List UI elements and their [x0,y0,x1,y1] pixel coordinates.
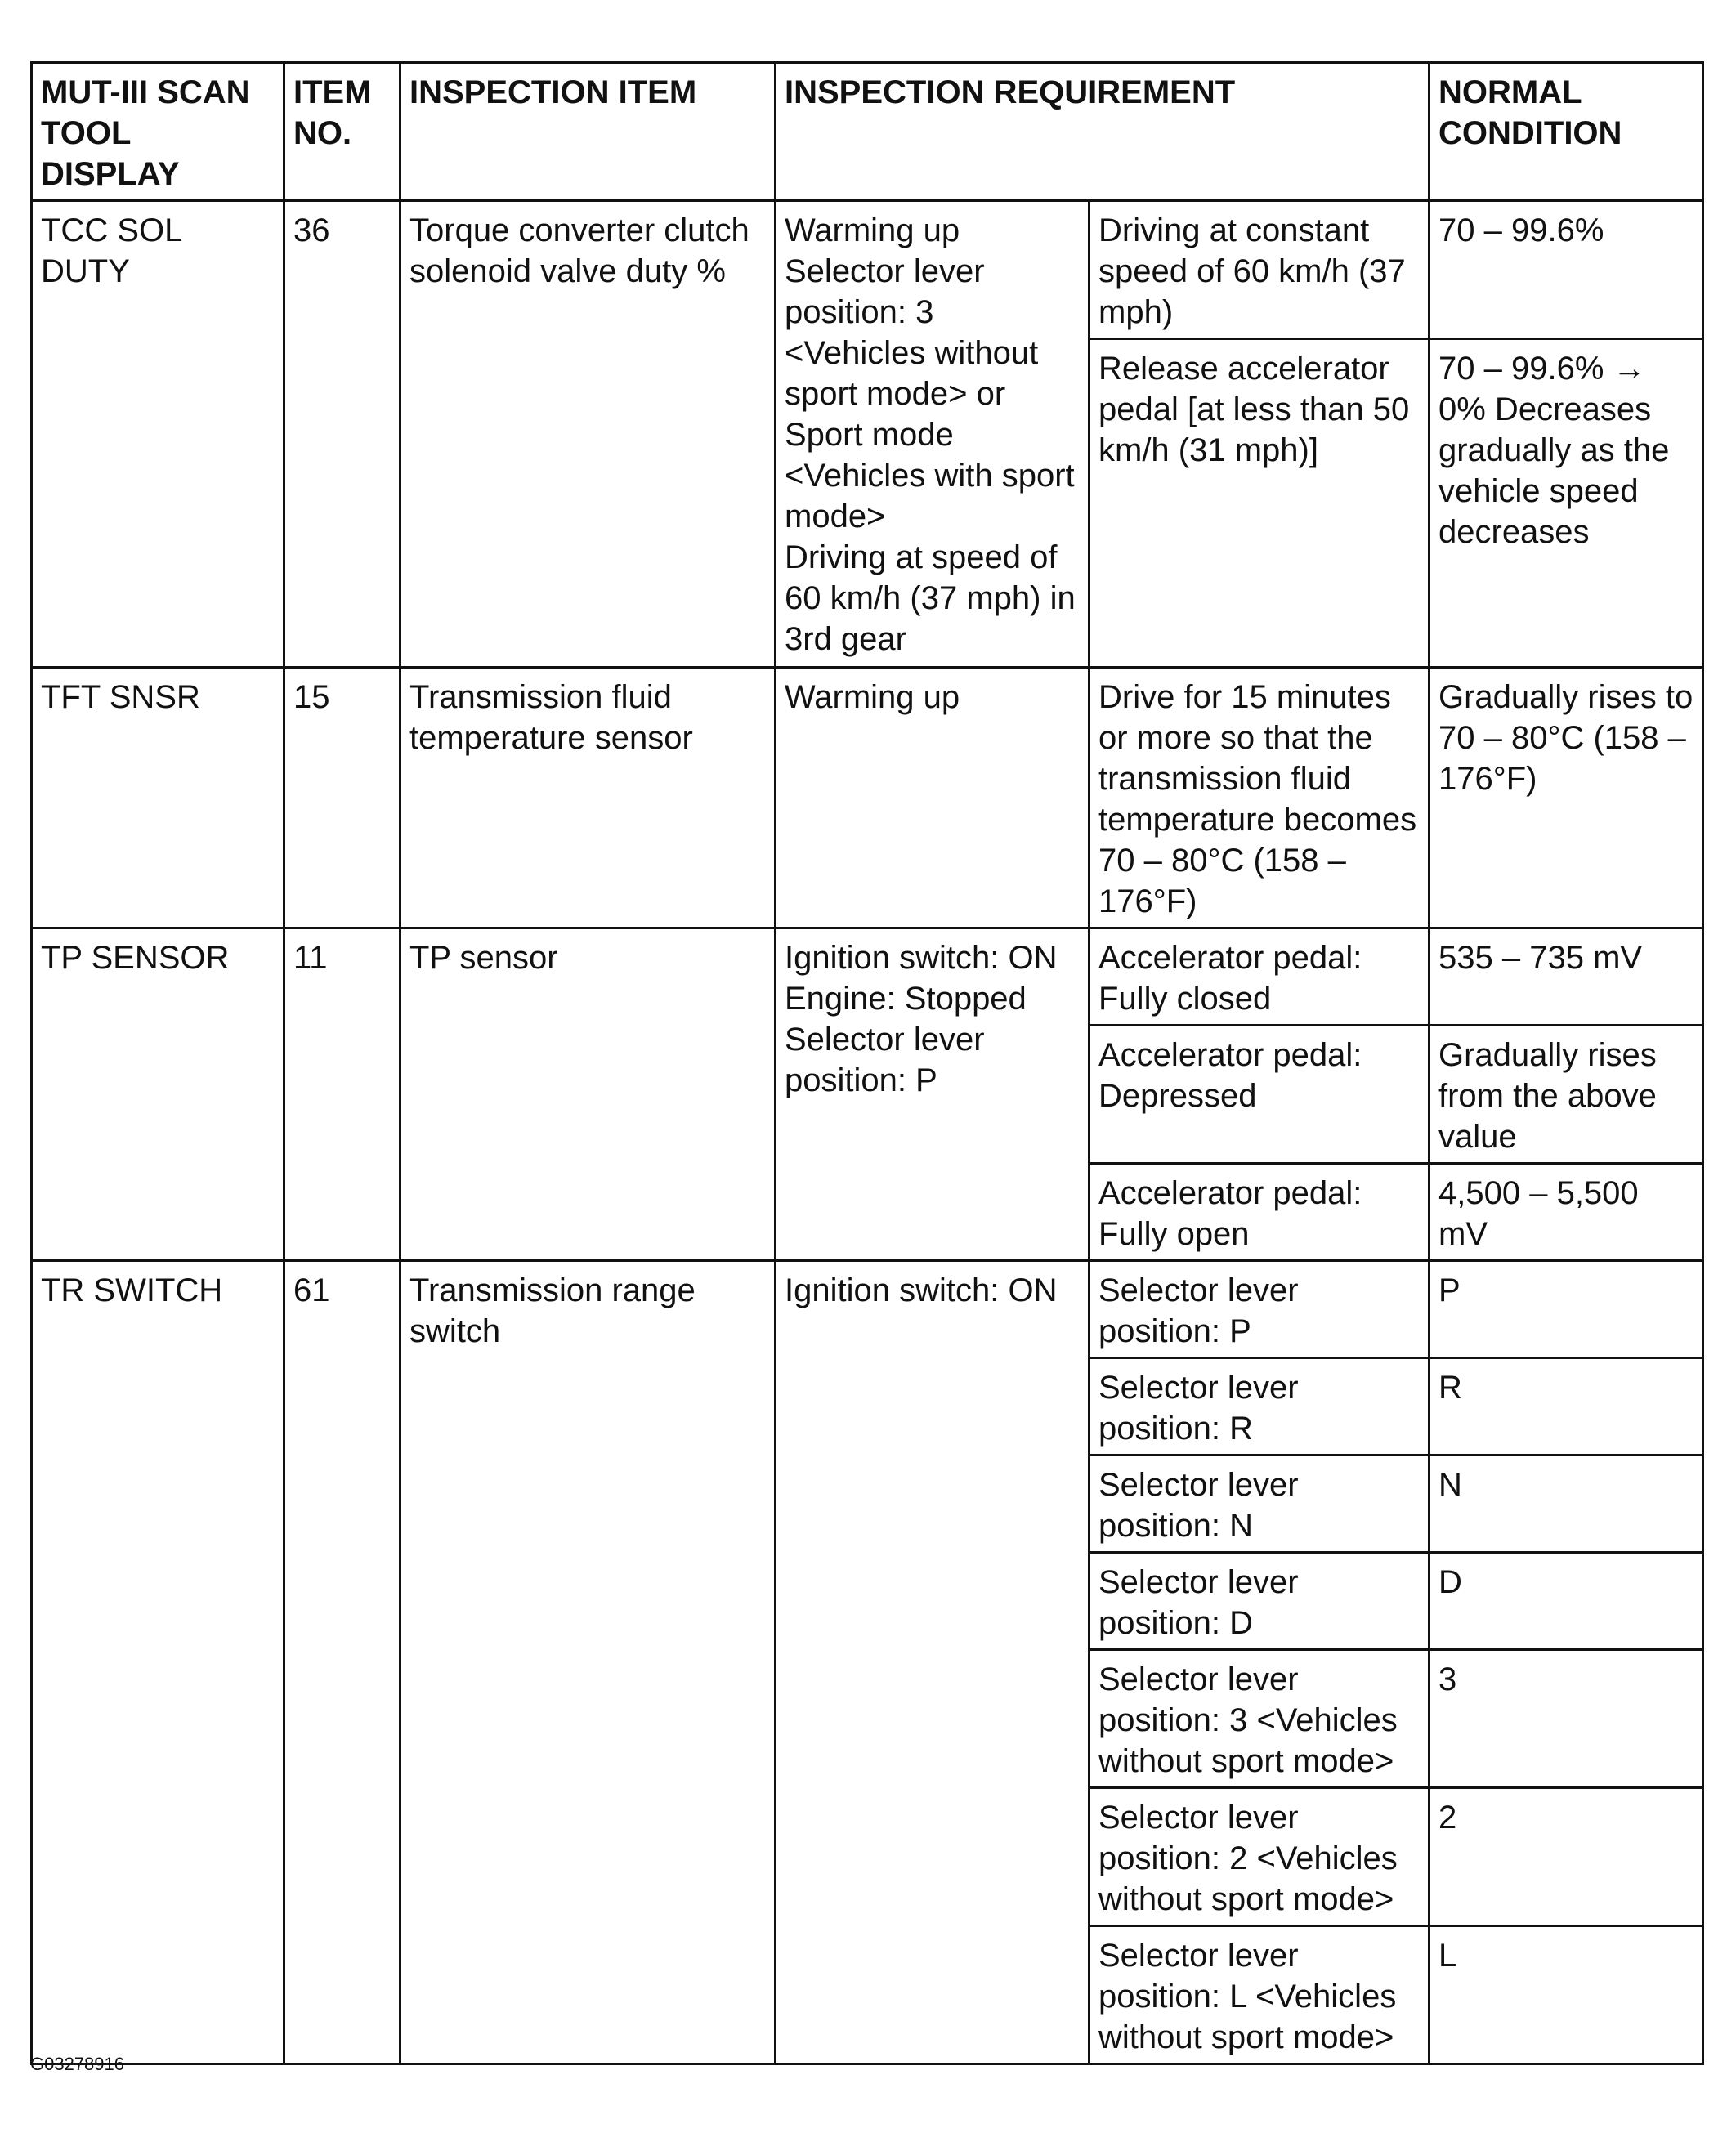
normal-condition-cell: L [1430,1926,1703,2064]
normal-condition-cell: 70 – 99.6% [1430,201,1703,339]
requirement-cell: Warming up Selector lever position: 3 <Vehicles without sport mode> or Sport mode <Vehicles with sport mode> Driving at speed of 60 km/h (37 mph) in 3rd gear [776,201,1089,668]
item-no-cell: 61 [284,1261,400,2064]
normal-condition-cell: 70 – 99.6% → 0% Decreases gradually as the vehicle speed decreases [1430,339,1703,668]
display-cell: TFT SNSR [32,668,284,928]
table-row [32,201,1703,339]
inspection-item-cell: Transmission fluid temperature sensor [400,668,776,928]
normal-condition-cell: N [1430,1456,1703,1553]
header-inspection-item: INSPECTION ITEM [400,63,776,201]
condition-cell: Selector lever position: R [1089,1358,1430,1456]
header-normal-condition: NORMAL CONDITION [1430,63,1703,201]
normal-condition-cell: P [1430,1261,1703,1358]
header-item-no: ITEM NO. [284,63,400,201]
condition-cell: Drive for 15 minutes or more so that the transmission fluid temperature becomes 70 – 80°C (158 – 176°F) [1089,668,1430,928]
requirement-cell: Warming up [776,668,1089,928]
normal-condition-cell: Gradually rises from the above value [1430,1026,1703,1164]
normal-condition-cell: D [1430,1553,1703,1650]
header-display: MUT-III SCAN TOOL DISPLAY [32,63,284,201]
condition-cell: Selector lever position: N [1089,1456,1430,1553]
condition-cell: Selector lever position: 3 <Vehicles without sport mode> [1089,1650,1430,1788]
condition-cell: Selector lever position: D [1089,1553,1430,1650]
condition-cell: Selector lever position: L <Vehicles without sport mode> [1089,1926,1430,2064]
normal-condition-cell: 535 – 735 mV [1430,928,1703,1026]
display-cell: TP SENSOR [32,928,284,1261]
condition-cell: Accelerator pedal: Depressed [1089,1026,1430,1164]
condition-cell: Accelerator pedal: Fully open [1089,1164,1430,1261]
condition-cell: Driving at constant speed of 60 km/h (37 mph) [1089,201,1430,339]
condition-cell: Accelerator pedal: Fully closed [1089,928,1430,1026]
figure-id: G03278916 [30,2054,124,2074]
inspection-item-cell: TP sensor [400,928,776,1261]
normal-condition-cell: 4,500 – 5,500 mV [1430,1164,1703,1261]
inspection-table [30,61,1704,2065]
display-cell: TCC SOL DUTY [32,201,284,668]
normal-condition-cell: 2 [1430,1788,1703,1926]
requirement-cell: Ignition switch: ON Engine: Stopped Selector lever position: P [776,928,1089,1261]
item-no-cell: 11 [284,928,400,1261]
table-body [32,201,1703,2064]
display-cell: TR SWITCH [32,1261,284,2064]
normal-condition-cell: Gradually rises to 70 – 80°C (158 – 176°F) [1430,668,1703,928]
table-row [32,668,1703,928]
condition-cell: Selector lever position: 2 <Vehicles without sport mode> [1089,1788,1430,1926]
inspection-item-cell: Transmission range switch [400,1261,776,2064]
condition-cell: Selector lever position: P [1089,1261,1430,1358]
item-no-cell: 15 [284,668,400,928]
header-inspection-requirement: INSPECTION REQUIREMENT [776,63,1430,201]
condition-cell: Release accelerator pedal [at less than 50 km/h (31 mph)] [1089,339,1430,668]
normal-condition-cell: R [1430,1358,1703,1456]
requirement-cell: Ignition switch: ON [776,1261,1089,2064]
item-no-cell: 36 [284,201,400,668]
header-row [32,63,1703,201]
table-row [32,928,1703,1026]
table-row [32,1261,1703,1358]
normal-condition-cell: 3 [1430,1650,1703,1788]
inspection-item-cell: Torque converter clutch solenoid valve duty % [400,201,776,668]
